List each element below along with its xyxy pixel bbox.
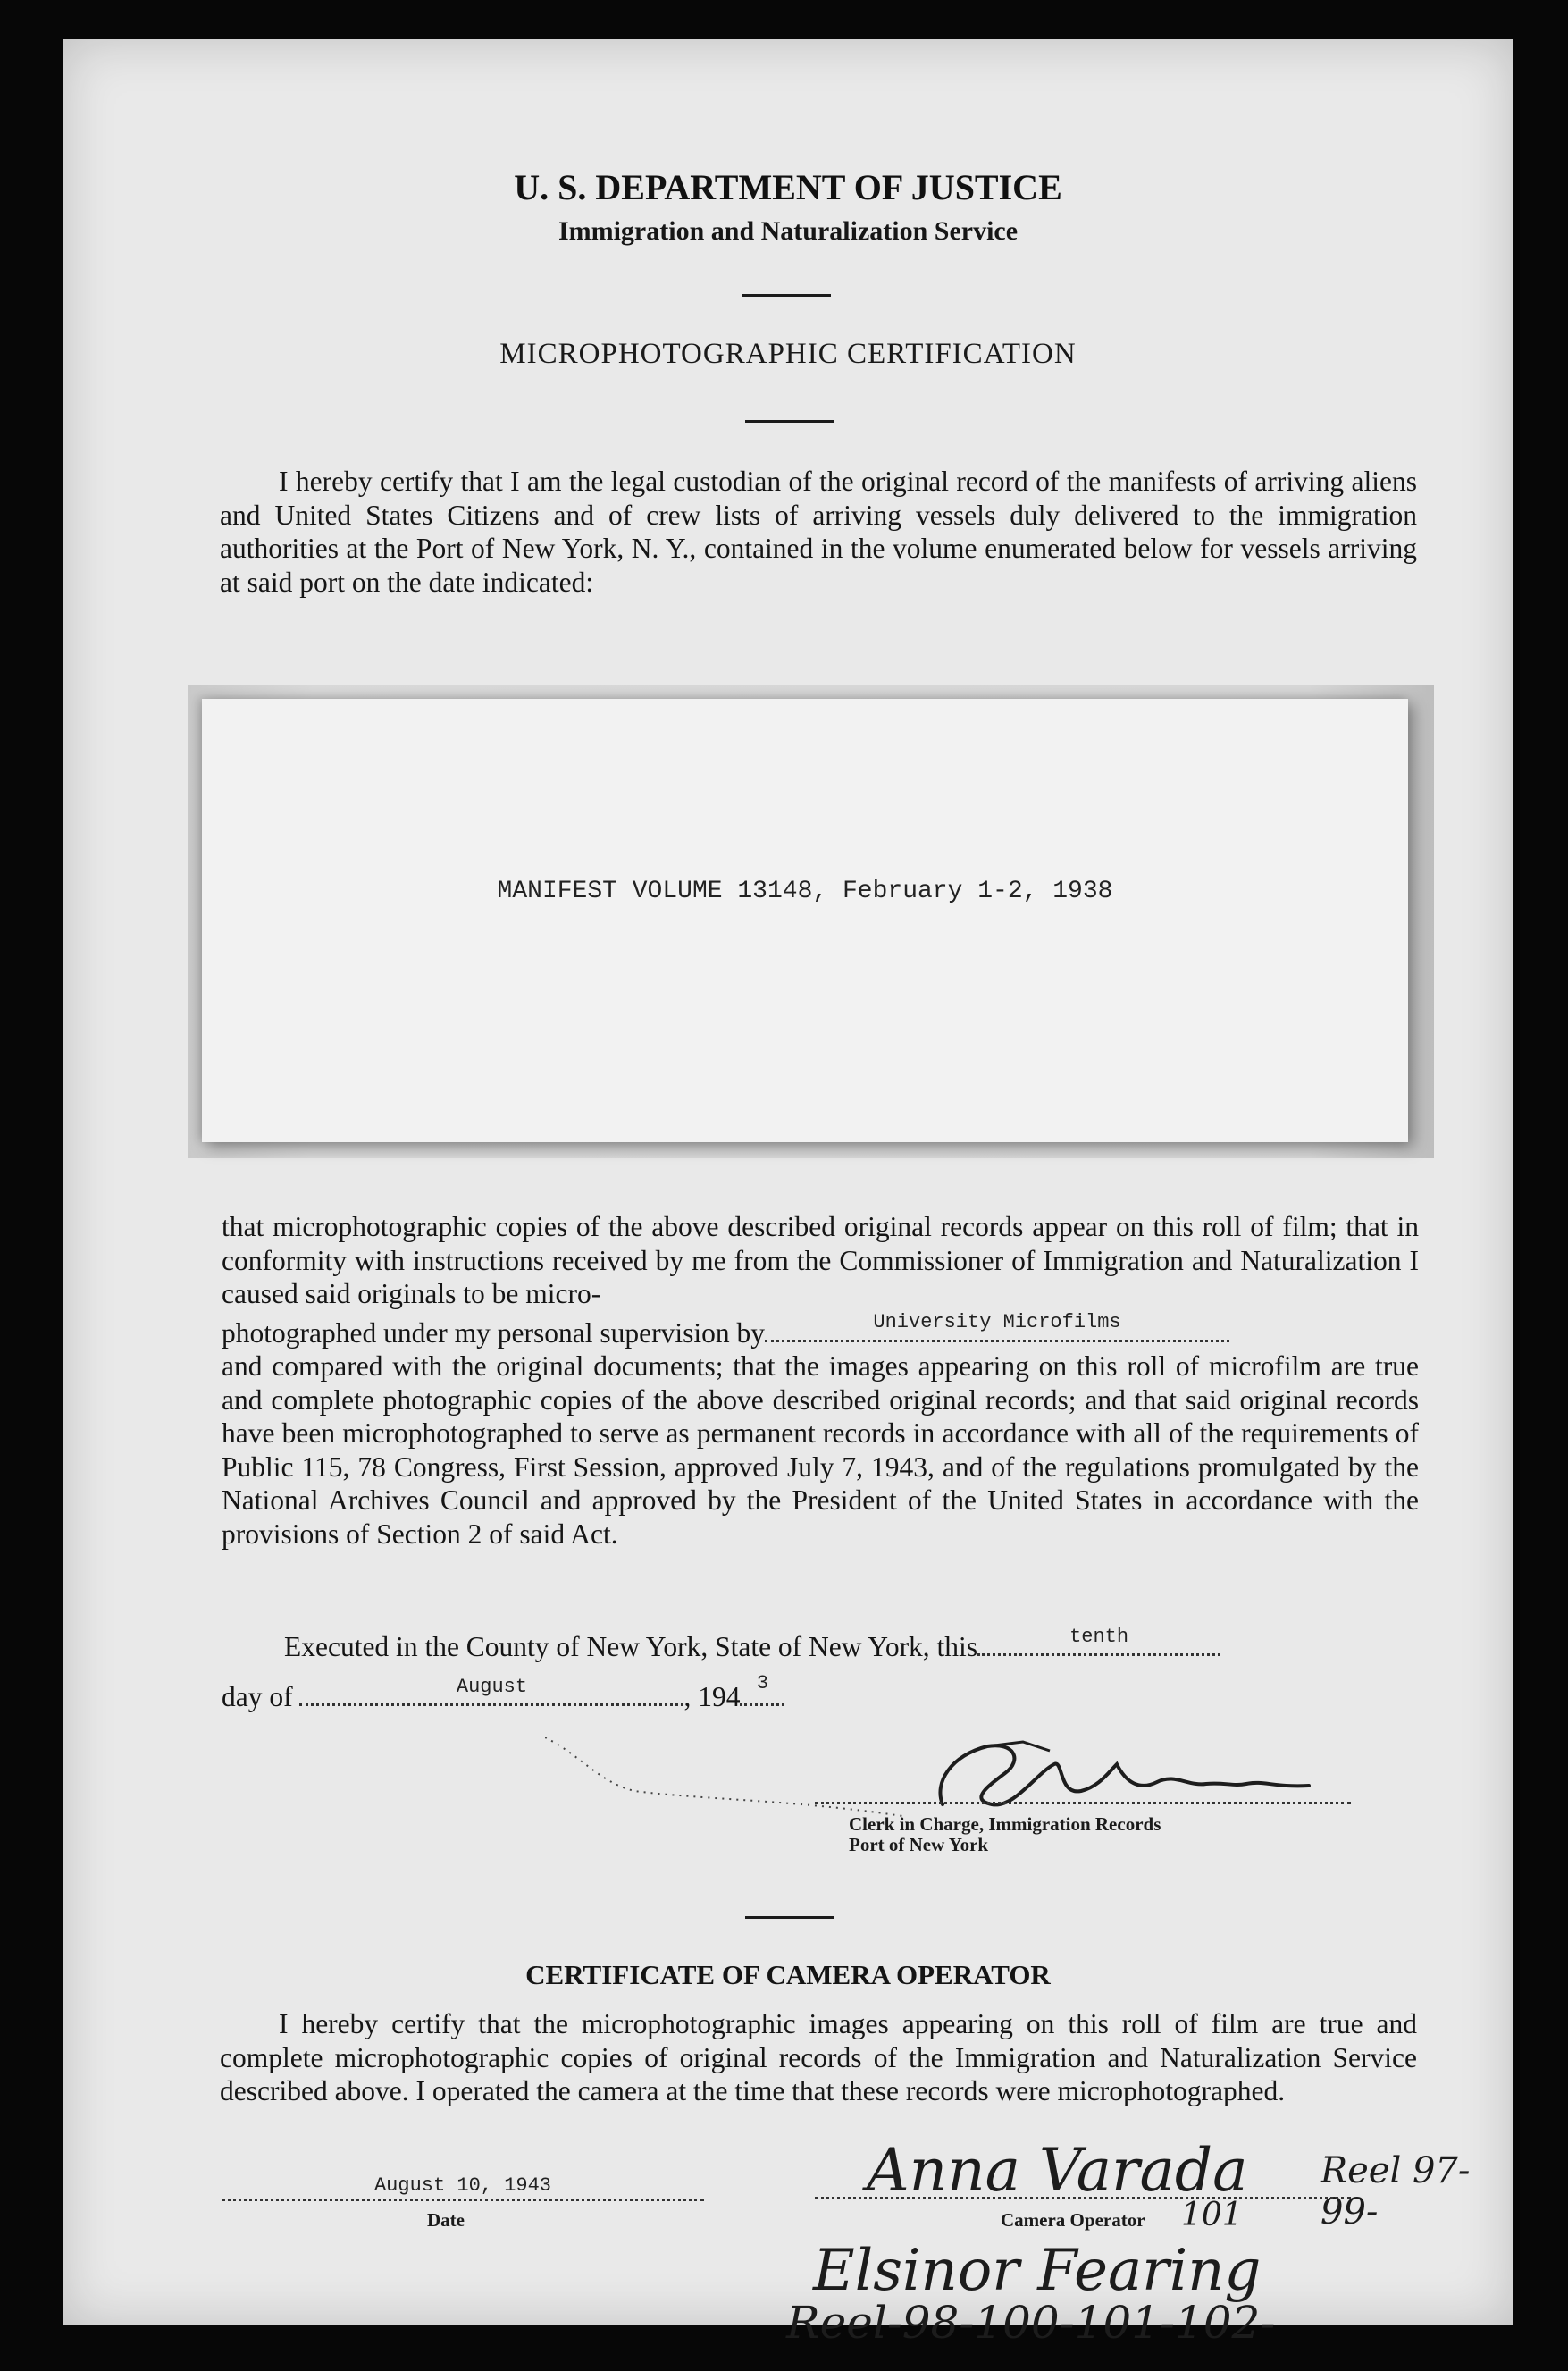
camera-text: I hereby certify that the microphotographic images appearing on this roll of film are true and complete microphotographic copies of original records of the Immigration and Naturalization Service described above. I operated the camera at the time that these records were microphotographed. [220,2008,1417,2106]
operator-signature-1: Anna Varada [867,2136,1248,2205]
intro-paragraph [220,465,1417,599]
intro-text: I hereby certify that I am the legal custodian of the original record of the manifests of arriving aliens and United States Citizens and of crew lists of arriving vessels duly delivered to the immigration authorities at the Port of New York, N. Y., contained in the volume enumerated below for vessels arriving at said port on the date indicated: [220,466,1417,598]
certification-title: MICROPHOTOGRAPHIC CERTIFICATION [499,338,1077,370]
year-fill-line [740,1671,784,1706]
certificate-page [63,39,1513,2349]
executed-prefix: Executed in the County of New York, State of New York, this [284,1631,978,1662]
body-paragraph [222,1210,1419,1551]
executed-line [284,1625,1419,1664]
handwritten-reel-2: Reel-98-100-101-102- [786,2297,1276,2349]
supervision-line [222,1311,1419,1350]
day-value: tenth [1069,1625,1129,1648]
camera-paragraph [220,2007,1417,2108]
clerk-signature-line [815,1802,1351,1804]
handwritten-reel-1: Reel 97-99- [1321,2150,1471,2232]
supervision-prefix: photographed under my personal supervision by [222,1316,766,1349]
year-prefix: , 194 [683,1681,741,1712]
service-subheading: Immigration and Naturalization Service [558,216,1019,246]
day-of-line [222,1671,1026,1714]
supervisor-fill-line [765,1311,1229,1342]
department-heading: U. S. DEPARTMENT OF JUSTICE [514,167,1062,207]
clerk-title-1: Clerk in Charge, Immigration Records [849,1813,1161,1835]
manifest-slip [202,699,1408,1142]
date-value: August 10, 1943 [373,2174,552,2197]
manifest-volume-text: MANIFEST VOLUME 13148, February 1-2, 1938 [497,878,1113,905]
divider-rule [745,420,834,423]
supervisor-value: University Microfilms [873,1311,1121,1333]
camera-operator-label: Camera Operator [1001,2209,1145,2231]
month-value: August [456,1675,528,1698]
clerk-signature [880,1719,1345,1827]
date-label: Date [427,2209,465,2231]
clerk-title-2: Port of New York [849,1834,989,1855]
year-digit: 3 [756,1671,769,1694]
body-text-1: that microphotographic copies of the above described original records appear on this roll of film; that in conformity with instructions received by me from the Commissioner of Immigration and Naturalization I caused said originals to be micro- [222,1211,1419,1309]
month-fill-line [299,1675,683,1706]
day-of-label: day of [222,1681,293,1712]
operator-signature-2: Elsinor Fearing [813,2238,1262,2304]
operator-signature-line [815,2197,1351,2199]
date-fill-line [222,2168,704,2201]
divider-rule [745,1916,834,1919]
day-fill-line [977,1625,1220,1656]
divider-rule [742,294,831,297]
handwritten-operator-number: 101 [1181,2197,1243,2233]
body-text-2: and compared with the original documents; that the images appearing on this roll of microfilm are true and complete photographic copies of the above described original records; and that said original records have been microphotographed to serve as permanent records in accordance with all of the requirements of Public 115, 78 Congress, First Session, approved July 7, 1943, and of the regulations promulgated by the National Archives Council and approved by the President of the United States in accordance with the provisions of Section 2 of said Act. [222,1350,1419,1550]
camera-operator-heading: CERTIFICATE OF CAMERA OPERATOR [525,1959,1051,1990]
